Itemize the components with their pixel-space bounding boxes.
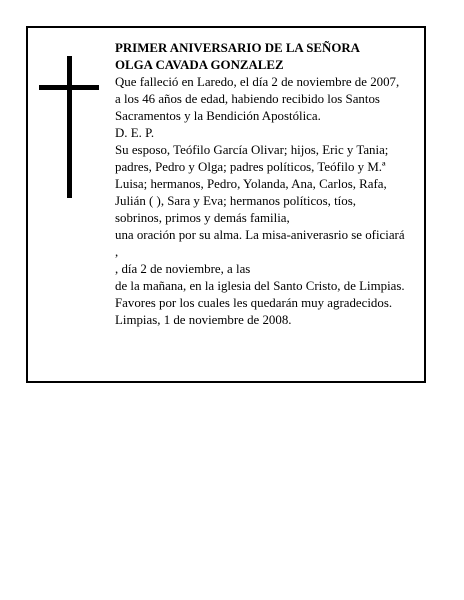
notice-heading-line-1: PRIMER ANIVERSARIO DE LA SEÑORA xyxy=(115,41,360,55)
mass-line-1: una oración por su alma. La misa-aniverasrio se oficiará xyxy=(115,228,405,242)
family-line-3: Luisa; hermanos, Pedro, Yolanda, Ana, Carlos, Rafa, xyxy=(115,177,387,191)
notice-heading-line-2: OLGA CAVADA GONZALEZ xyxy=(115,58,284,72)
thanks-line: Favores por los cuales les quedarán muy agradecidos. xyxy=(115,296,393,310)
cross-icon-horizontal-bar xyxy=(39,85,99,90)
age-line: a los 46 años de edad, habiendo recibido los Santos xyxy=(115,92,380,106)
cross-icon-vertical-bar xyxy=(67,56,72,198)
obituary-notice xyxy=(26,26,426,383)
mass-date-line: , día 2 de noviembre, a las xyxy=(115,262,251,276)
death-notice-line: Que falleció en Laredo, el día 2 de noviembre de 2007, xyxy=(115,75,400,89)
family-line-4: Julián ( ), Sara y Eva; hermanos políticos, tíos, xyxy=(115,194,356,208)
church-line: de la mañana, en la iglesia del Santo Cristo, de Limpias. xyxy=(115,279,405,293)
rip-line: D. E. P. xyxy=(115,126,155,140)
sacraments-line: Sacramentos y la Bendición Apostólica. xyxy=(115,109,321,123)
place-date-line: Limpias, 1 de noviembre de 2008. xyxy=(115,313,292,327)
family-line-1: Su esposo, Teófilo García Olivar; hijos, Eric y Tania; xyxy=(115,143,389,157)
mass-line-2: , xyxy=(115,245,119,259)
notice-text xyxy=(115,40,425,329)
family-line-5: sobrinos, primos y demás familia, xyxy=(115,211,290,225)
family-line-2: padres, Pedro y Olga; padres políticos, Teófilo y M.ª xyxy=(115,160,386,174)
